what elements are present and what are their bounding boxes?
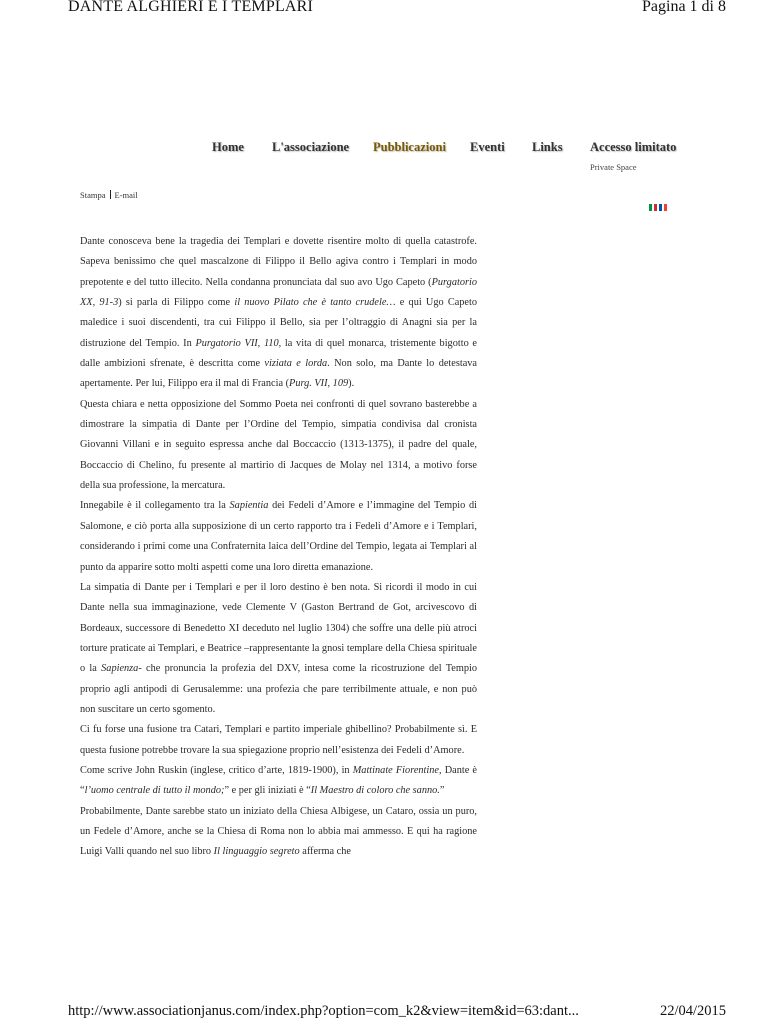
article-paragraph: Innegabile è il collegamento tra la Sapientia dei Fedeli d’Amore e l’immagine del Tempio di Salomone, e ciò porta alla supposizione di un certo rapporto tra i Fedeli d’Amore e i Templari, considerando i primi come una Confraternita laica dell’Ordine del Tempio, legata ai Templari al punto da apparire sotto molti aspetti come una loro diretta emanazione. bbox=[80, 500, 477, 573]
nav-links[interactable]: Links bbox=[532, 140, 563, 154]
page-number: Pagina 1 di 8 bbox=[642, 0, 726, 15]
print-link[interactable]: Stampa bbox=[80, 190, 106, 200]
french-flag-icon[interactable] bbox=[659, 204, 667, 211]
article-paragraph: Ci fu forse una fusione tra Catari, Templari e partito imperiale ghibellino? Probabilmente sì. E questa fusione potrebbe trovare la sua spiegazione proprio nell’esistenza dei Fedeli d’Amore. bbox=[80, 724, 477, 756]
document-title: DANTE ALGHIERI E I TEMPLARI bbox=[68, 0, 314, 15]
article-paragraph: Dante conosceva bene la tragedia dei Templari e dovette risentire molto di quella catastrofe. Sapeva benissimo che quel mascalzone di Filippo il Bello agiva contro i Templari in modo prepotente e del tutto illecito. Nella condanna pronunciata dal suo avo Ugo Capeto (Purgatorio XX, 91-3) si parla di Filippo come il nuovo Pilato che è tanto crudele… e qui Ugo Capeto maledice i suoi discendenti, tra cui Filippo il Bello, sia per l’oltraggio di Anagni sia per la distruzione del Tempio. In Purgatorio VII, 110, la vita di quel monarca, tristemente bigotto e dalle ambizioni sfrenate, è descritta come viziata e lorda. Non solo, ma Dante lo detestava apertamente. Per lui, Filippo era il mal di Francia (Purg. VII, 109). bbox=[80, 236, 477, 390]
nav-accesso-limitato[interactable]: Accesso limitato bbox=[590, 140, 677, 154]
language-selector bbox=[649, 204, 667, 211]
article-paragraph: La simpatia di Dante per i Templari e per il loro destino è ben nota. Si ricordi il modo in cui Dante nella sua immaginazione, vede Clemente V (Gaston Bertrand de Got, arcivescovo di Bordeaux, successore di Benedetto XI deceduto nel luglio 1304) che soffre una delle più atroci torture praticate ai Templari, e Beatrice –rappresentante la gnosi templare della Chiesa spirituale o la Sapienza- che pronuncia la profezia del DXV, intesa come la ricostruzione del Tempio proprio agli antipodi di Gerusalemme: una profezia che pare terribilmente attuale, e non può non suscitare un certo sgomento. bbox=[80, 581, 477, 715]
main-navigation bbox=[0, 140, 768, 160]
nav-home[interactable]: Home bbox=[212, 140, 244, 154]
nav-associazione[interactable]: L'associazione bbox=[272, 140, 350, 154]
nav-eventi[interactable]: Eventi bbox=[470, 140, 505, 154]
divider bbox=[110, 190, 111, 199]
article-tools bbox=[80, 190, 138, 200]
private-space-label: Private Space bbox=[590, 162, 637, 172]
print-date: 22/04/2015 bbox=[659, 1003, 726, 1019]
source-url: http://www.associationjanus.com/index.php?option=com_k2&view=item&id=63:dant... bbox=[68, 1003, 579, 1019]
article-paragraph: Questa chiara e netta opposizione del Sommo Poeta nei confronti di quel sovrano basterebbe a dimostrare la simpatia di Dante per l’Ordine del Tempio, simpatia condivisa dal cronista Giovanni Villani e in seguito espressa anche dal Boccaccio (1313-1375), il padre del quale, Boccaccio di Chelino, fu presente al martirio di Jacques de Molay nel 1314, a motivo forse della sua professione, la mercatura. bbox=[80, 398, 477, 492]
article-body bbox=[80, 232, 477, 863]
article-paragraph: Come scrive John Ruskin (inglese, critico d’arte, 1819-1900), in Mattinate Fiorentine, Dante è “l’uomo centrale di tutto il mondo;” e per gli iniziati è “Il Maestro di coloro che sanno.” bbox=[80, 764, 477, 797]
article-paragraph: Probabilmente, Dante sarebbe stato un iniziato della Chiesa Albigese, un Cataro, ossia un puro, un Fedele d’Amore, anche se la Chiesa di Roma non lo abbia mai ammesso. E qui ha ragione Luigi Valli quando nel suo libro Il linguaggio segreto afferma che bbox=[80, 805, 477, 858]
italian-flag-icon[interactable] bbox=[649, 204, 657, 211]
email-link[interactable]: E-mail bbox=[114, 190, 138, 200]
nav-pubblicazioni[interactable]: Pubblicazioni bbox=[373, 140, 446, 154]
